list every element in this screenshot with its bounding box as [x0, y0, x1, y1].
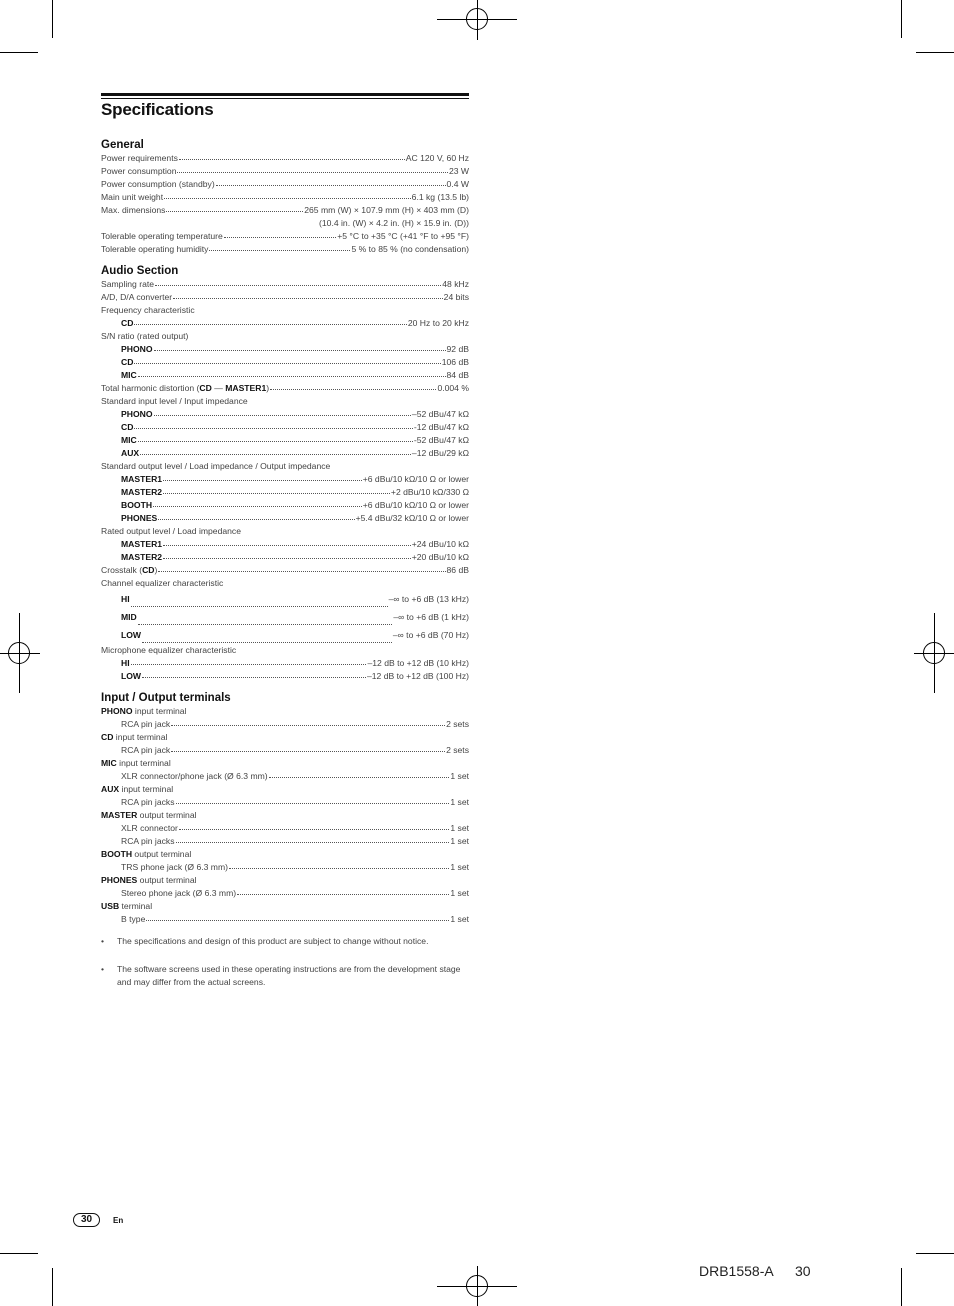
dot-leader: [163, 472, 362, 481]
spec-label-text: terminal: [119, 901, 153, 911]
spec-label-bold: PHONO: [101, 706, 133, 716]
spec-value: 0.4 W: [446, 179, 469, 189]
spec-label: [101, 204, 165, 217]
registration-line: [19, 613, 20, 693]
spec-label-text: input terminal: [113, 732, 168, 742]
spec-label-bold: MASTER: [101, 810, 138, 820]
dot-leader: [142, 634, 392, 643]
spec-label-text: RCA pin jack: [121, 745, 171, 755]
dot-leader: [134, 316, 406, 325]
spec-value: 2 sets: [446, 745, 469, 755]
spec-label-bold: LOW: [121, 630, 142, 640]
spec-value: -12 dBu/47 kΩ: [413, 422, 469, 432]
spec-value: +6 dBu/10 kΩ/10 Ω or lower: [362, 500, 469, 510]
dot-leader: [166, 203, 303, 212]
note-text: The specifications and design of this product are subject to change without notice.: [117, 936, 429, 946]
dot-leader: [138, 368, 446, 377]
spec-label: [121, 770, 268, 783]
dot-leader: [270, 381, 436, 390]
dot-leader: [237, 886, 449, 895]
spec-row: [101, 861, 469, 874]
spec-value: –∞ to +6 dB (13 kHz): [388, 594, 469, 604]
dot-leader: [131, 598, 388, 607]
spec-label-text: Power consumption (standby): [101, 179, 215, 189]
spec-label: [101, 382, 269, 395]
spec-label: [121, 551, 162, 564]
dot-leader: [173, 290, 443, 299]
dot-leader: [134, 420, 412, 429]
section-heading: Input / Output terminals: [101, 692, 231, 704]
note-text: The software screens used in these operating instructions are from the development stage and may differ from the actual screens.: [117, 964, 461, 987]
spec-label-bold: PHONO: [121, 409, 153, 419]
crop-mark: [52, 1268, 53, 1306]
spec-label-text: Standard input level / Input impedance: [101, 396, 248, 406]
dot-leader: [146, 912, 449, 921]
spec-row: [101, 770, 469, 783]
spec-label-text: output terminal: [132, 849, 192, 859]
spec-label-text: A/D, D/A converter: [101, 292, 173, 302]
spec-row: [101, 243, 469, 256]
spec-label: [121, 473, 162, 486]
spec-value: 6.1 kg (13.5 lb): [411, 192, 469, 202]
spec-label-text: Rated output level / Load impedance: [101, 526, 241, 536]
crop-mark: [0, 52, 38, 53]
spec-row: [101, 512, 469, 525]
spec-label: [101, 900, 152, 913]
spec-label-text: input terminal: [132, 706, 187, 716]
spec-value: –12 dBu/29 kΩ: [411, 448, 469, 458]
spec-value: 23 W: [448, 166, 469, 176]
spec-label: [121, 356, 133, 369]
spec-label: [101, 757, 171, 770]
spec-row: [101, 447, 469, 460]
dot-leader: [163, 537, 411, 546]
spec-row: [101, 590, 469, 608]
spec-label-bold: MASTER2: [121, 487, 163, 497]
dot-leader: [229, 860, 449, 869]
page-title: Specifications: [101, 100, 214, 119]
language-code: En: [113, 1216, 124, 1225]
spec-label-bold: USB: [101, 901, 120, 911]
spec-label: [121, 887, 236, 900]
spec-label: [121, 718, 170, 731]
spec-label: [121, 447, 139, 460]
spec-value: +20 dBu/10 kΩ: [411, 552, 469, 562]
spec-label: [121, 626, 141, 644]
spec-value: 24 bits: [443, 292, 469, 302]
spec-label: [101, 731, 167, 744]
spec-row: [101, 608, 469, 626]
spec-label-text: —: [211, 383, 226, 393]
spec-value: +5 °C to +35 °C (+41 °F to +95 °F): [337, 231, 469, 241]
spec-row: [101, 913, 469, 926]
spec-value: 1 set: [450, 797, 469, 807]
section-heading: General: [101, 139, 144, 151]
spec-label-text: output terminal: [137, 875, 197, 885]
spec-row: [101, 835, 469, 848]
dot-leader: [269, 769, 450, 778]
spec-label: [121, 835, 175, 848]
spec-label-text: input terminal: [119, 784, 174, 794]
spec-value: 1 set: [450, 771, 469, 781]
spec-label-bold: MASTER1: [225, 383, 267, 393]
spec-label: [121, 608, 137, 626]
spec-row: [101, 564, 469, 577]
spec-value: 86 dB: [446, 565, 469, 575]
spec-label-bold: CD: [101, 732, 114, 742]
spec-label-text: TRS phone jack (Ø 6.3 mm): [121, 862, 228, 872]
spec-label-bold: LOW: [121, 671, 142, 681]
registration-line: [0, 653, 40, 654]
spec-label-bold: CD: [121, 422, 134, 432]
spec-row: [101, 291, 469, 304]
note-item: [101, 963, 469, 989]
spec-value: 1 set: [450, 888, 469, 898]
spec-row: [101, 718, 469, 731]
spec-value: 1 set: [450, 862, 469, 872]
spec-value: (10.4 in. (W) × 4.2 in. (H) × 15.9 in. (D)): [319, 218, 469, 228]
spec-label: [121, 434, 137, 447]
spec-label-text: input terminal: [116, 758, 171, 768]
spec-label-text: ): [154, 565, 158, 575]
registration-line: [934, 613, 935, 693]
dot-leader: [142, 669, 366, 678]
spec-value: 20 Hz to 20 kHz: [407, 318, 469, 328]
dot-leader: [179, 821, 450, 830]
dot-leader: [158, 563, 445, 572]
dot-leader: [153, 498, 362, 507]
spec-label-bold: AUX: [121, 448, 140, 458]
spec-label: [121, 421, 133, 434]
dot-leader: [177, 164, 447, 173]
spec-value: 0.004 %: [437, 383, 469, 393]
spec-label: [101, 848, 191, 861]
spec-label-bold: AUX: [101, 784, 120, 794]
spec-label-text: ): [266, 383, 270, 393]
spec-label: [101, 564, 157, 577]
spec-value: +6 dBu/10 kΩ/10 Ω or lower: [362, 474, 469, 484]
spec-label: [101, 230, 223, 243]
spec-label: [121, 913, 145, 926]
bullet-icon: •: [101, 964, 105, 974]
spec-label-text: Total harmonic distortion (: [101, 383, 200, 393]
spec-label-bold: MIC: [101, 758, 117, 768]
dot-leader: [154, 407, 411, 416]
dot-leader: [176, 834, 450, 843]
dot-leader: [171, 743, 445, 752]
title-rule: [101, 98, 469, 99]
spec-label-text: Tolerable operating temperature: [101, 231, 223, 241]
spec-value: –∞ to +6 dB (70 Hz): [392, 630, 469, 640]
spec-label: [121, 512, 157, 525]
dot-leader: [140, 446, 411, 455]
crop-mark: [901, 0, 902, 38]
page-number-badge: 30: [73, 1213, 100, 1227]
spec-label-bold: MASTER2: [121, 552, 163, 562]
dot-leader: [155, 277, 441, 286]
spec-label: [101, 783, 173, 796]
spec-label-bold: MIC: [121, 370, 137, 380]
spec-label-bold: CD: [121, 357, 134, 367]
spec-label-text: Stereo phone jack (Ø 6.3 mm): [121, 888, 237, 898]
spec-label-text: B type: [121, 914, 146, 924]
spec-label-text: output terminal: [137, 810, 197, 820]
spec-value: +24 dBu/10 kΩ: [411, 539, 469, 549]
spec-value: +2 dBu/10 kΩ/330 Ω: [390, 487, 469, 497]
spec-row: [101, 670, 469, 683]
dot-leader: [209, 242, 350, 251]
spec-label-bold: CD: [121, 318, 134, 328]
spec-value: 2 sets: [446, 719, 469, 729]
spec-label-bold: MIC: [121, 435, 137, 445]
spec-row: [101, 382, 469, 395]
spec-label-bold: MID: [121, 612, 137, 622]
spec-label-text: RCA pin jacks: [121, 836, 175, 846]
dot-leader: [164, 190, 411, 199]
spec-label-text: Frequency characteristic: [101, 305, 195, 315]
spec-value: 1 set: [450, 914, 469, 924]
spec-label: [121, 861, 228, 874]
spec-label-text: Standard output level / Load impedance / Output impedance: [101, 461, 331, 471]
spec-label: [121, 317, 133, 330]
title-rule: [101, 93, 469, 96]
spec-label-text: Power requirements: [101, 153, 178, 163]
spec-value: 92 dB: [446, 344, 469, 354]
spec-label-text: RCA pin jacks: [121, 797, 175, 807]
spec-row: [101, 577, 469, 590]
spec-value: –∞ to +6 dB (1 kHz): [393, 612, 469, 622]
spec-value: +5.4 dBu/32 kΩ/10 Ω or lower: [355, 513, 469, 523]
spec-label-text: RCA pin jack: [121, 719, 171, 729]
spec-label-text: S/N ratio (rated output): [101, 331, 189, 341]
spec-label-text: Microphone equalizer characteristic: [101, 645, 237, 655]
crop-mark: [52, 0, 53, 38]
spec-label-text: XLR connector/phone jack (Ø 6.3 mm): [121, 771, 268, 781]
spec-label: [121, 590, 130, 608]
spec-label-text: Tolerable operating humidity: [101, 244, 209, 254]
document-code: DRB1558-A: [699, 1263, 774, 1279]
dot-leader: [216, 177, 446, 186]
spec-label-bold: HI: [121, 658, 130, 668]
spec-value: 265 mm (W) × 107.9 mm (H) × 403 mm (D): [304, 205, 469, 215]
spec-label: [101, 874, 197, 887]
spec-row: [101, 744, 469, 757]
spec-label-text: Max. dimensions: [101, 205, 166, 215]
spec-label-text: Channel equalizer characteristic: [101, 578, 224, 588]
note-item: [101, 935, 469, 948]
spec-label: [121, 796, 175, 809]
spec-label-bold: CD: [142, 565, 155, 575]
crop-mark: [0, 1253, 38, 1254]
spec-value: 84 dB: [446, 370, 469, 380]
spec-value: –12 dB to +12 dB (100 Hz): [367, 671, 469, 681]
bullet-icon: •: [101, 936, 105, 946]
spec-label: [101, 291, 172, 304]
spec-label-bold: BOOTH: [101, 849, 133, 859]
spec-row: [101, 626, 469, 644]
dot-leader: [171, 717, 445, 726]
notes: [101, 935, 469, 1004]
registration-line: [477, 0, 478, 40]
spec-row: [101, 887, 469, 900]
spec-label: [101, 243, 208, 256]
section-heading: Audio Section: [101, 265, 179, 277]
spec-label-text: Main unit weight: [101, 192, 164, 202]
spec-label-bold: BOOTH: [121, 500, 153, 510]
dot-leader: [179, 151, 405, 160]
dot-leader: [163, 485, 390, 494]
spec-label: [101, 152, 178, 165]
crop-mark: [901, 1268, 902, 1306]
spec-label-text: XLR connector: [121, 823, 178, 833]
spec-label-text: Power consumption: [101, 166, 177, 176]
dot-leader: [224, 229, 336, 238]
spec-label: [121, 538, 162, 551]
spec-label-text: Sampling rate: [101, 279, 155, 289]
spec-label: [121, 744, 170, 757]
spec-label-bold: PHONES: [121, 513, 158, 523]
spec-value: 106 dB: [441, 357, 469, 367]
dot-leader: [138, 616, 393, 625]
spec-value: 1 set: [450, 823, 469, 833]
dot-leader: [176, 795, 450, 804]
spec-label: [101, 278, 154, 291]
spec-label-bold: HI: [121, 594, 130, 604]
spec-value: 5 % to 85 % (no condensation): [351, 244, 469, 254]
spec-label-bold: MASTER1: [121, 539, 163, 549]
spec-sections: [101, 138, 469, 926]
spec-row: [101, 317, 469, 330]
spec-label: [121, 822, 178, 835]
crop-mark: [916, 52, 954, 53]
registration-line: [477, 1266, 478, 1306]
spec-value: -52 dBu/47 kΩ: [413, 435, 469, 445]
spec-label-bold: PHONO: [121, 344, 153, 354]
spec-row: [101, 204, 469, 217]
spec-label: [121, 499, 152, 512]
spec-label-bold: PHONES: [101, 875, 138, 885]
spec-label-text: Crosstalk (: [101, 565, 143, 575]
spec-label: [121, 369, 137, 382]
spec-row: [101, 796, 469, 809]
dot-leader: [134, 355, 440, 364]
dot-leader: [154, 342, 446, 351]
spec-value: –12 dB to +12 dB (10 kHz): [367, 658, 469, 668]
spec-label-bold: CD: [199, 383, 212, 393]
spec-value: –52 dBu/47 kΩ: [411, 409, 469, 419]
dot-leader: [138, 433, 413, 442]
dot-leader: [158, 511, 354, 520]
dot-leader: [163, 550, 411, 559]
spec-label: [121, 657, 130, 670]
spec-label: [101, 577, 223, 590]
document-page: 30: [795, 1263, 811, 1279]
spec-label-bold: MASTER1: [121, 474, 163, 484]
dot-leader: [131, 656, 367, 665]
spec-value: 48 kHz: [442, 279, 469, 289]
crop-mark: [916, 1253, 954, 1254]
spec-value: 1 set: [450, 836, 469, 846]
spec-label: [121, 670, 141, 683]
spec-value: AC 120 V, 60 Hz: [405, 153, 469, 163]
spec-label: [101, 191, 163, 204]
spec-label: [101, 165, 176, 178]
